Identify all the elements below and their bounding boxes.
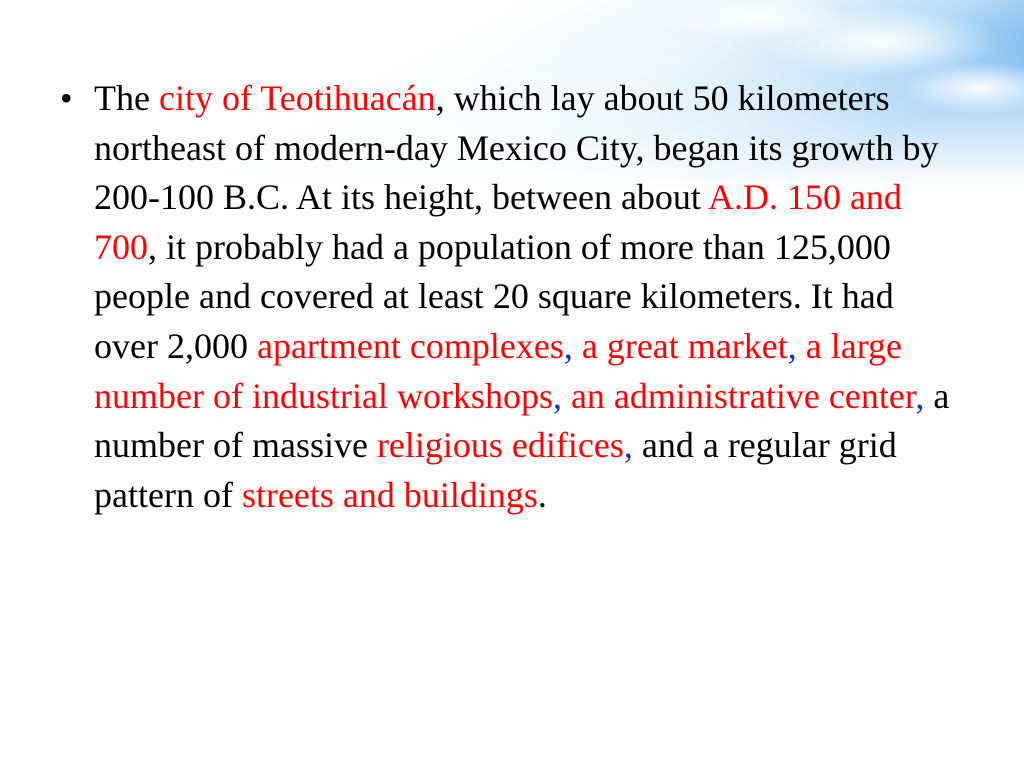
highlighted-phrase: a great market bbox=[581, 325, 788, 366]
text-segment: , bbox=[915, 375, 925, 416]
text-segment: a number of massive bbox=[94, 375, 950, 466]
bullet-icon: • bbox=[60, 78, 73, 118]
highlighted-phrase: A.D. 150 and 700 bbox=[94, 177, 902, 267]
highlighted-phrase: an administrative center bbox=[570, 375, 916, 416]
highlighted-phrase: apartment complexes bbox=[256, 325, 564, 366]
text-segment: , which lay about 50 kilometers northeast of modern-day Mexico City, began its growth by 200-100 B.C. At its height, between about bbox=[94, 78, 939, 218]
bullet-item bbox=[60, 74, 960, 520]
text-segment: , it probably had a population of more than 125,000 people and covered at least 20 square kilometers. It had over 2,000 bbox=[94, 226, 894, 366]
text-segment: , bbox=[623, 425, 633, 466]
highlighted-phrase: city of Teotihuacán bbox=[158, 78, 436, 118]
text-segment: , bbox=[787, 325, 806, 366]
text-segment: . bbox=[537, 474, 547, 515]
text-segment: , bbox=[563, 325, 582, 366]
bullet-paragraph bbox=[94, 74, 954, 520]
text-segment: The bbox=[94, 78, 159, 118]
highlighted-phrase: streets and buildings bbox=[241, 474, 538, 515]
highlighted-phrase: religious edifices bbox=[376, 425, 624, 466]
text-segment: and a regular grid pattern of bbox=[94, 425, 897, 515]
text-segment: , bbox=[552, 375, 571, 416]
highlighted-phrase: a large number of industrial workshops bbox=[94, 325, 903, 416]
slide-body bbox=[60, 74, 960, 520]
